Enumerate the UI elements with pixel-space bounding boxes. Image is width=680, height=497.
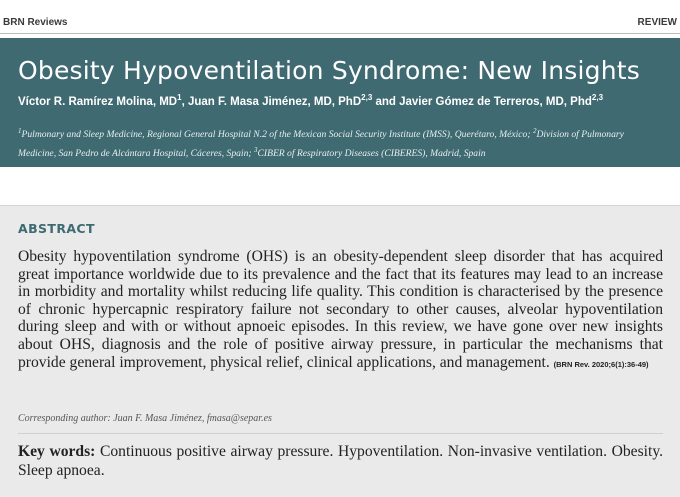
article-title: Obesity Hypoventilation Syndrome: New Insights (18, 56, 640, 85)
abstract-box (0, 205, 680, 497)
author-affiliation-marker: 2,3 (591, 93, 604, 102)
affiliations (18, 124, 658, 161)
running-header (0, 14, 680, 34)
author-list (18, 93, 603, 108)
header-rule (0, 33, 680, 34)
affiliation-marker: 2 (532, 127, 537, 135)
keywords-text: Continuous positive airway pressure. Hypoventilation. Non-invasive ventilation. Obesity. Sleep apnoea. (18, 443, 664, 479)
abstract-body (18, 248, 663, 373)
author-separator: , (181, 96, 188, 108)
affiliation-text: Division of Pulmonary Medicine, San Pedro de Alcántara Hospital, Cáceres, Spain; (18, 129, 624, 159)
journal-section-label: BRN Reviews (3, 17, 68, 28)
title-banner (0, 38, 680, 167)
author-affiliation-marker: 2,3 (361, 93, 373, 102)
affiliation-marker: 3 (253, 145, 258, 154)
author-name: Víctor R. Ramírez Molina, MD (18, 96, 178, 108)
abstract-text: Obesity hypoventilation syndrome (OHS) is an obesity-dependent sleep disorder that has acquired great importance worldwide due to its prevalence and the fact that its features may lead to an increase in morbidity and mortality whilst reducing life quality. This condition is characterised by the presence of chronic hypercapnic respiratory failure not secondary to other causes, alveolar hypoventilation during sleep and with or without apnoeic episodes. In this review, we have gone over new insights about OHS, diagnosis and the role of positive airway pressure, in particular the mechanisms that provide general improvement, physical relief, clinical applications, and management. (18, 248, 663, 371)
affiliation-text: Pulmonary and Sleep Medicine, Regional General Hospital N.2 of the Mexican Social Security Institute (IMSS), Querétaro, México; (21, 129, 533, 141)
author-name: Javier Gómez de Terreros, MD, Phd (399, 96, 592, 108)
corresponding-author: Corresponding author: Juan F. Masa Jiménez, fmasa@separ.es (18, 413, 272, 424)
author-separator: and (372, 96, 400, 108)
abstract-heading: ABSTRACT (18, 221, 95, 236)
author-name: Juan F. Masa Jiménez, MD, PhD (187, 96, 362, 108)
keywords-divider (18, 433, 663, 434)
citation: (BRN Rev. 2020;6(1):36-49) (553, 359, 649, 369)
affiliation-text: CIBER of Respiratory Diseases (CIBERES), Madrid, Spain (257, 147, 486, 159)
keywords (18, 442, 663, 480)
author-affiliation-marker: 1 (177, 93, 182, 102)
keywords-label: Key words: (18, 443, 96, 460)
article-type-label: REVIEW (637, 17, 677, 28)
affiliation-marker: 1 (18, 127, 22, 135)
